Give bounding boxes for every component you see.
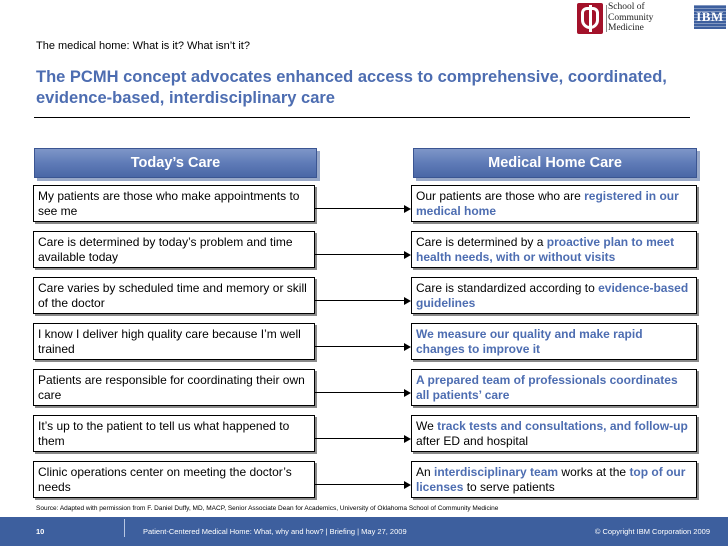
highlighted-text: track tests and consultations, and follow-up xyxy=(437,419,688,433)
arrow-right-icon xyxy=(404,297,411,305)
ibm-logo: IBM xyxy=(694,5,726,29)
footer-bar xyxy=(0,517,728,546)
school-logo-line: School of xyxy=(608,2,645,12)
arrow-connector xyxy=(315,254,406,255)
arrow-right-icon xyxy=(404,205,411,213)
arrow-right-icon xyxy=(404,389,411,397)
arrow-connector xyxy=(315,208,406,209)
school-of-community-medicine-logo xyxy=(608,2,694,34)
arrow-right-icon xyxy=(404,481,411,489)
item-text: Care is standardized according to xyxy=(416,281,599,295)
ou-logo xyxy=(577,3,603,34)
medical-home-care-item xyxy=(411,231,697,268)
footer-description: Patient-Centered Medical Home: What, why and how? | Briefing | May 27, 2009 xyxy=(143,527,407,536)
arrow-right-icon xyxy=(404,343,411,351)
highlighted-text: A prepared team of professionals coordinates all patients’ care xyxy=(416,373,678,402)
slide-title: The PCMH concept advocates enhanced access to comprehensive, coordinated, evidence-based, interdisciplinary care xyxy=(36,68,667,107)
todays-care-item: It’s up to the patient to tell us what happened to them xyxy=(33,415,315,452)
highlighted-text: We measure our quality and make rapid changes to improve it xyxy=(416,327,643,356)
arrow-right-icon xyxy=(404,251,411,259)
footer-divider xyxy=(124,519,125,537)
medical-home-care-header: Medical Home Care xyxy=(413,148,697,178)
todays-care-item: Care varies by scheduled time and memory or skill of the doctor xyxy=(33,277,315,314)
logo-divider xyxy=(606,5,607,32)
medical-home-care-item xyxy=(411,277,697,314)
source-note: Source: Adapted with permission from F. Daniel Duffy, MD, MACP, Senior Associate Dean for Academics, University of Oklahoma School of Community Medicine xyxy=(36,505,499,512)
medical-home-care-item xyxy=(411,415,697,452)
item-text: works at the xyxy=(558,465,630,479)
todays-care-header: Today’s Care xyxy=(34,148,317,178)
highlighted-text: evidence-based guidelines xyxy=(416,281,689,310)
arrow-connector xyxy=(315,392,406,393)
arrow-connector xyxy=(315,346,406,347)
arrow-right-icon xyxy=(404,435,411,443)
page-number: 10 xyxy=(36,527,45,536)
ou-mark-icon xyxy=(581,7,599,29)
medical-home-care-item xyxy=(411,369,697,406)
item-text: We xyxy=(416,419,438,433)
highlighted-text: interdisciplinary team xyxy=(434,465,559,479)
highlighted-text: top of our licenses xyxy=(416,465,686,494)
title-divider xyxy=(34,117,690,118)
item-text: to serve patients xyxy=(463,479,555,494)
slide-subtitle: The medical home: What is it? What isn’t it? xyxy=(36,40,250,52)
todays-care-item: Care is determined by today’s problem and time available today xyxy=(33,231,315,268)
item-text: after ED and hospital xyxy=(416,433,529,448)
school-logo-line: Medicine xyxy=(608,23,644,33)
todays-care-item: I know I deliver high quality care because I’m well trained xyxy=(33,323,315,360)
school-logo-line: Community xyxy=(608,12,654,23)
medical-home-care-item xyxy=(411,185,697,222)
highlighted-text: registered in our medical home xyxy=(416,189,679,218)
arrow-connector xyxy=(315,300,406,301)
arrow-connector xyxy=(315,438,406,439)
item-text: Care is determined by a xyxy=(416,235,547,249)
medical-home-care-item xyxy=(411,323,697,360)
highlighted-text: proactive plan to meet health needs, with or without visits xyxy=(416,235,675,264)
todays-care-item: Clinic operations center on meeting the doctor’s needs xyxy=(33,461,315,498)
todays-care-item: Patients are responsible for coordinating their own care xyxy=(33,369,315,406)
item-text: Our patients are those who are xyxy=(416,189,585,203)
todays-care-item: My patients are those who make appointments to see me xyxy=(33,185,315,222)
footer-copyright: © Copyright IBM Corporation 2009 xyxy=(594,527,710,536)
arrow-connector xyxy=(315,484,406,485)
medical-home-care-item xyxy=(411,461,697,498)
item-text: An xyxy=(416,465,435,479)
